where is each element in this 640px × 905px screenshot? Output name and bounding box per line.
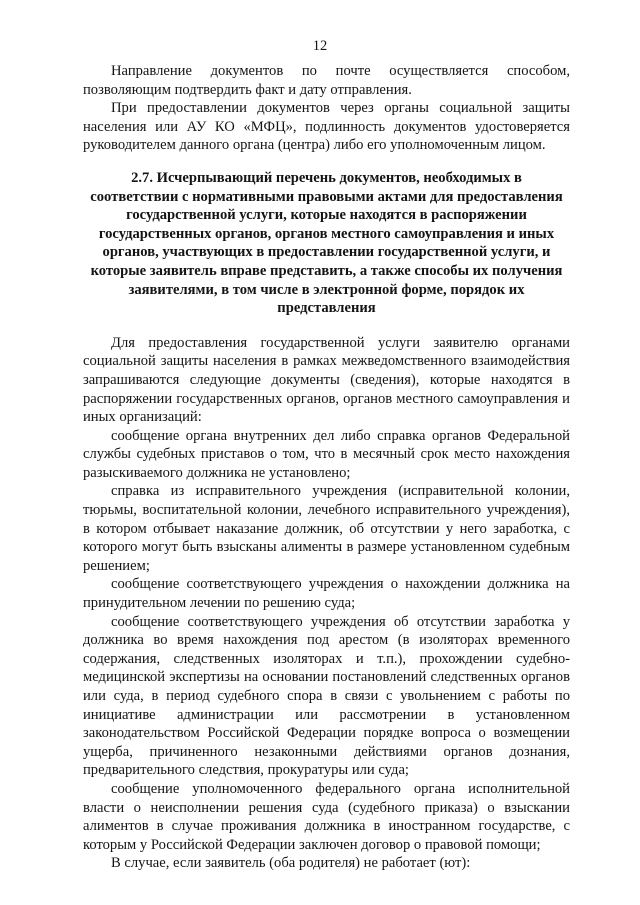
list-item-compulsory-treatment-notice: сообщение соответствующего учреждения о нахождении должника на принудительном лечении по решению суда; xyxy=(83,576,570,612)
section-heading: 2.7. Исчерпывающий перечень документов, необходимых в соответствии с нормативными правовыми актами для предоставления государственной услуги, которые находятся в распоряжении государственных органов, органов местного самоуправления и иных органов, участвующих в предоставлении государственной услуги, и которые заявитель вправе представить, а также способы их получения заявителями, в том числе в электронной форме, порядок их представления xyxy=(90,169,563,317)
list-item-arrest-no-earnings-notice: сообщение соответствующего учреждения об отсутствии заработка у должника во время нахождения под арестом (в изоляторах временного содержания, следственных изоляторах и т.п.), прохождении судебно-медицинской экспертизы на основании постановлений следственных органов или суда, в период судебного спора в связи с увольнением с работы по инициативе администрации или рассмотрении в установленном законодательством Российской Федерации порядке вопроса о возмещении ущерба, причиненного незаконными действиями органов дознания, предварительного следствия, прокуратуры или суда; xyxy=(83,613,570,779)
intro-paragraph-postal: Направление документов по почте осуществляется способом, позволяющим подтвердить факт и дату отправления. xyxy=(83,63,570,98)
paragraph-unemployed-applicant: В случае, если заявитель (оба родителя) не работает (ют): xyxy=(111,855,471,872)
list-item-foreign-state-notice: сообщение уполномоченного федерального органа исполнительной власти о неисполнении решения суда (судебного приказа) о взыскании алиментов в случае проживания должника в иностранном государстве, с которым у Российской Федерации заключен договор о правовой помощи; xyxy=(83,780,570,853)
intro-paragraph-authentication: При предоставлении документов через органы социальной защиты населения или АУ КО «МФЦ», подлинность документов удостоверяется руководителем данного органа (центра) либо его уполномоченным лицом. xyxy=(83,100,570,154)
list-item-correctional-certificate: справка из исправительного учреждения (исправительной колонии, тюрьмы, воспитательной колонии, лечебного исправительного учреждения), в котором отбывает наказание должник, об отсутствии у него заработка, с которого могут быть взысканы алименты в размере установленном судебным решением; xyxy=(83,483,570,574)
page-number: 12 xyxy=(312,38,328,54)
paragraph-interagency-request: Для предоставления государственной услуги заявителю органами социальной защиты населения в рамках межведомственного взаимодействия запрашиваются следующие документы (сведения), которые находятся в распоряжении государственных органов, органов местного самоуправления и иных организаций: xyxy=(83,334,570,426)
list-item-police-bailiff-notice: сообщение органа внутренних дел либо справка органов Федеральной службы судебных приставов о том, что в месячный срок место нахождения разыскиваемого должника не установлено; xyxy=(83,427,570,481)
document-body xyxy=(83,62,570,873)
